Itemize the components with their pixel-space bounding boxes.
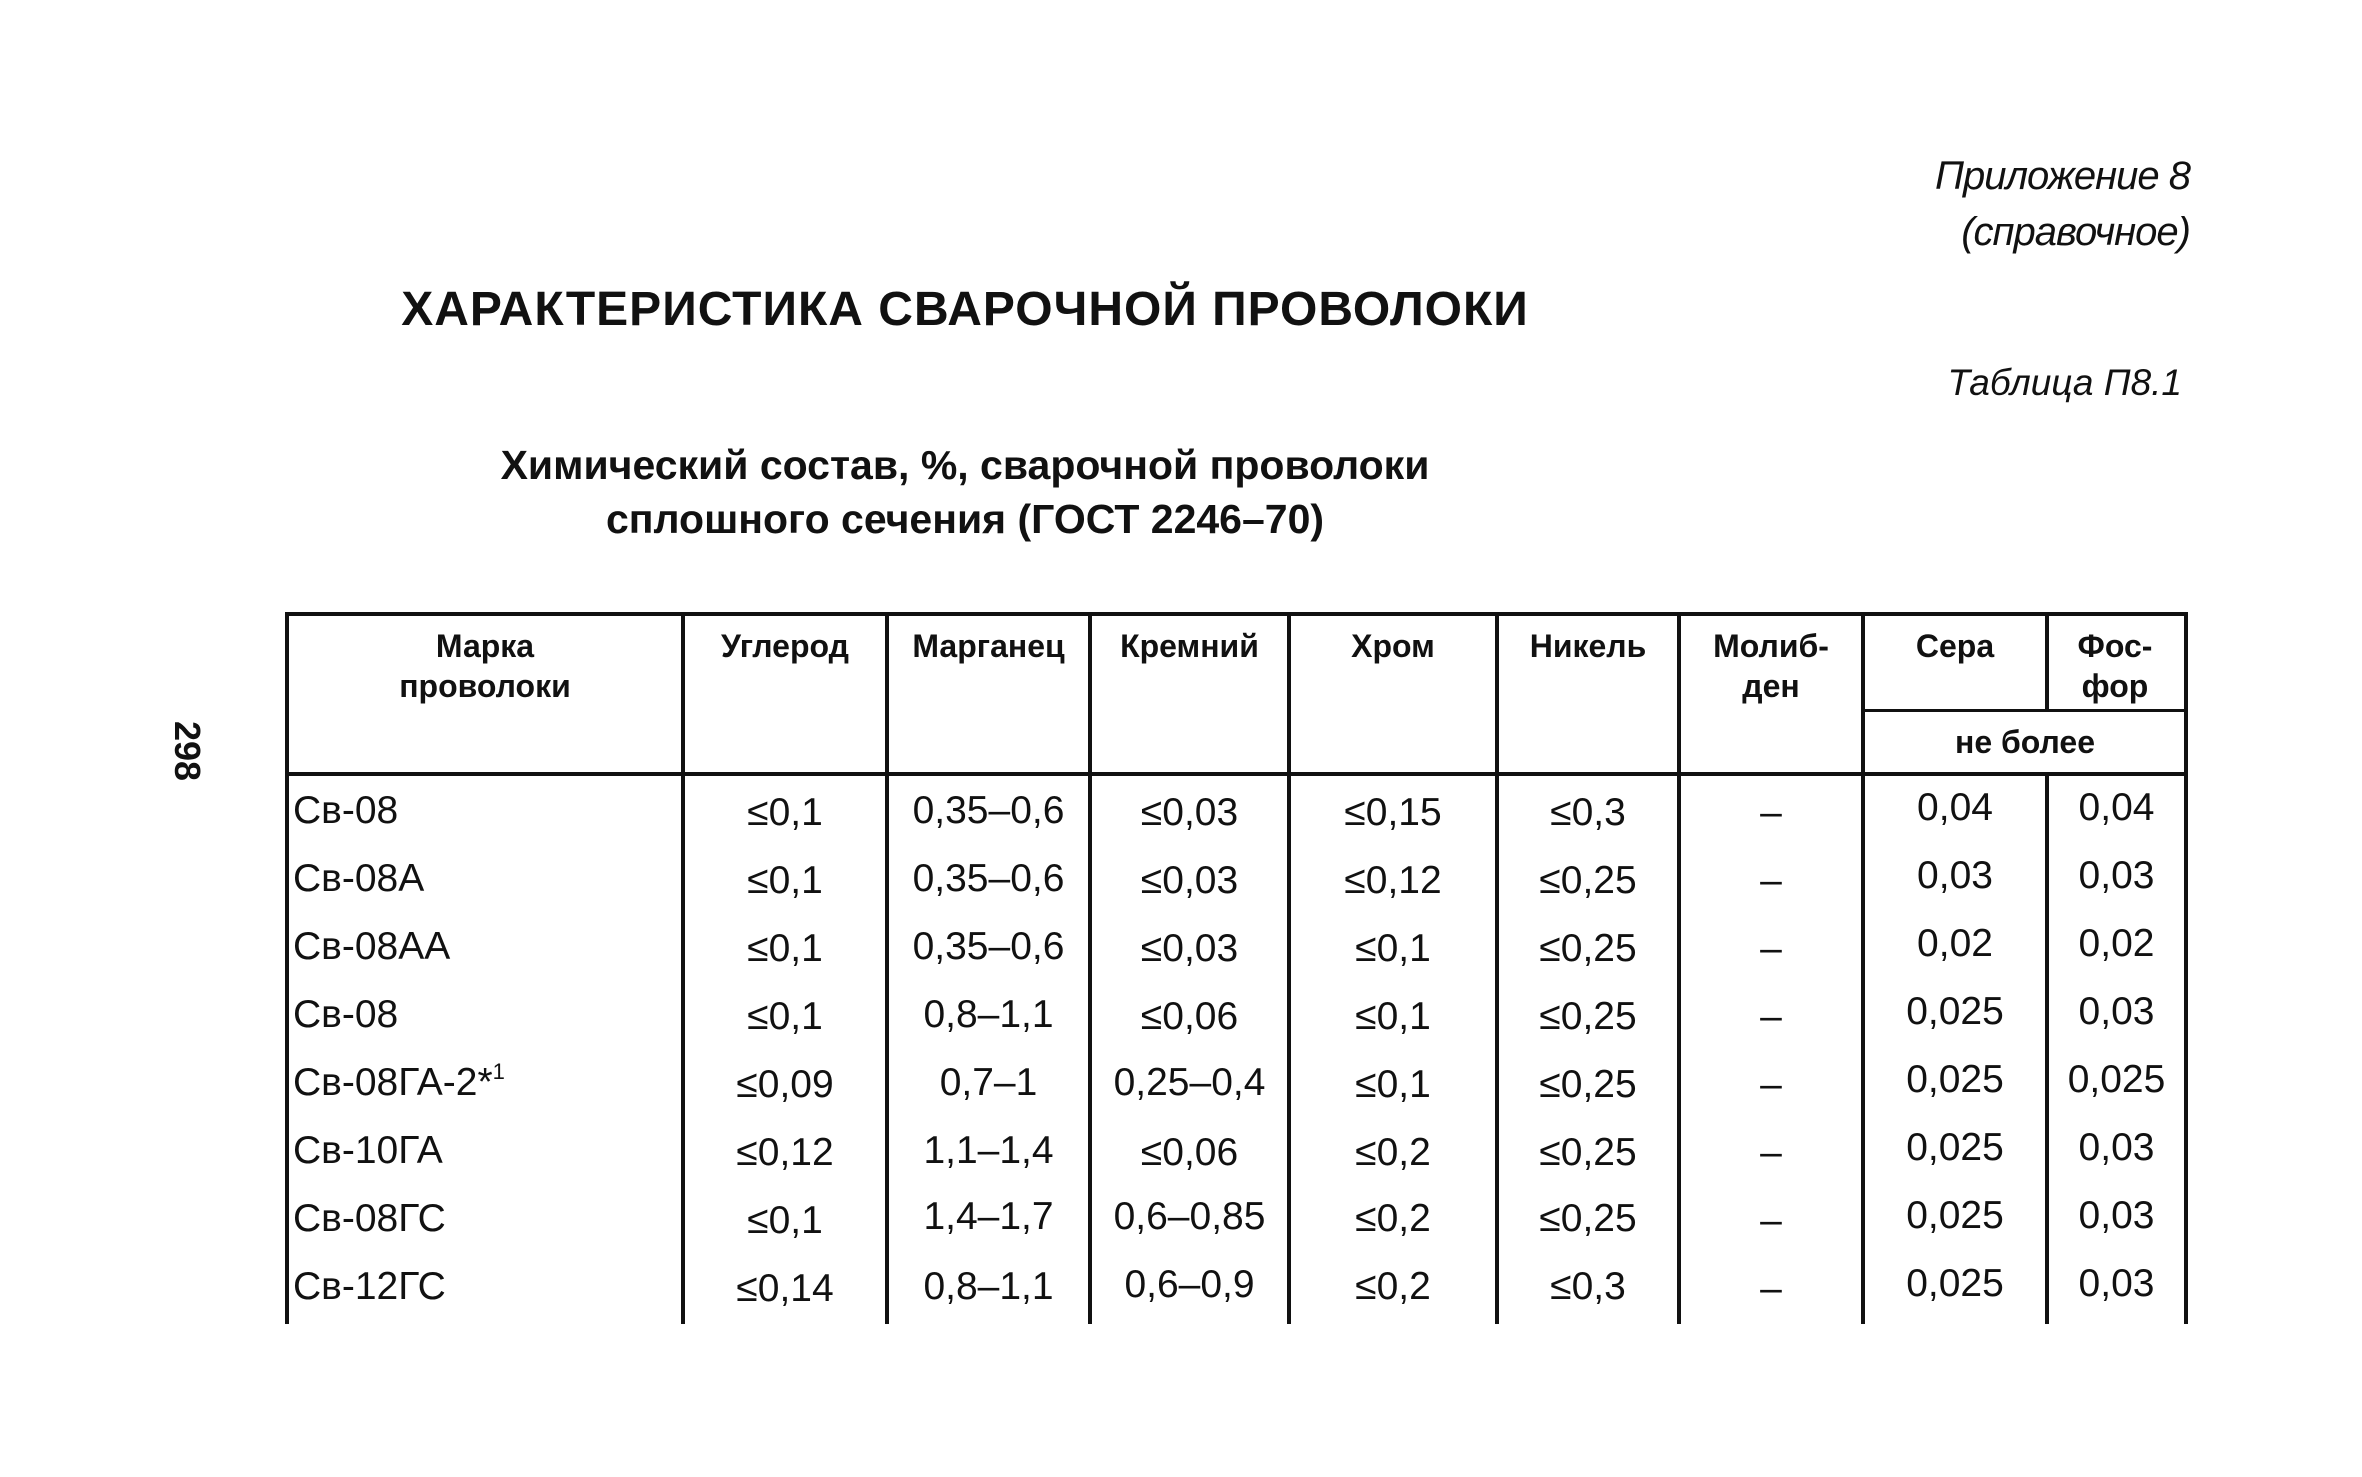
table-cell-carbon: ≤0,09 [736,1063,834,1106]
header-sulfur: Сера [1915,628,1995,664]
table-cell-manganese: 1,1–1,4 [923,1129,1054,1172]
table-cell-chromium: ≤0,15 [1344,791,1442,834]
table-cell-molybdenum: – [1760,995,1782,1038]
table-cell-manganese: 1,4–1,7 [923,1195,1054,1238]
table-cell-grade: Св-08ГС [293,1197,446,1240]
table-right-border [2184,612,2188,1324]
table-cell-molybdenum: – [1760,1199,1782,1242]
table-cell-molybdenum: – [1760,1131,1782,1174]
header-split-border [1863,709,2188,712]
table-cell-sulfur: 0,025 [1906,990,2004,1033]
table-cell-nickel: ≤0,25 [1539,1063,1637,1106]
table-cell-silicon: ≤0,03 [1140,859,1239,902]
table-header-bottom-border [285,772,2188,776]
table-top-border [285,612,2188,616]
header-grade: Марка проволоки [399,628,571,704]
table-cell-phosphorus: 0,02 [2078,922,2155,965]
header-phosphorus: Фос-фор [2077,628,2153,704]
table-cell-carbon: ≤0,12 [736,1131,834,1174]
table-cell-chromium: ≤0,2 [1355,1265,1431,1308]
header-nickel: Никель [1529,628,1647,664]
composition-table [285,612,2188,1324]
header-chromium: Хром [1351,628,1435,664]
table-caption [0,438,1930,546]
table-cell-sulfur: 0,025 [1906,1126,2004,1169]
header-not-more: не более [1954,724,2096,760]
table-caption-line-1: Химический состав, %, сварочной проволоки [500,442,1430,488]
table-cell-chromium: ≤0,1 [1355,927,1431,970]
header-silicon: Кремний [1120,628,1259,664]
header-molybdenum: Молиб-ден [1713,628,1829,704]
table-cell-nickel: ≤0,25 [1539,1131,1637,1174]
table-cell-phosphorus: 0,04 [2078,786,2155,829]
header-carbon: Углерод [721,628,849,664]
table-cell-phosphorus: 0,03 [2078,1262,2155,1305]
table-cell-carbon: ≤0,1 [747,995,823,1038]
table-cell-manganese: 0,35–0,6 [912,789,1065,832]
table-cell-sulfur: 0,02 [1917,922,1993,965]
table-cell-sulfur: 0,04 [1917,786,1993,829]
table-cell-nickel: ≤0,25 [1539,859,1637,902]
table-cell-grade: Св-08ГА-2*$^1$ [293,1059,505,1104]
table-cell-silicon: ≤0,06 [1140,1131,1239,1174]
table-cell-silicon: ≤0,03 [1140,791,1239,834]
appendix-type: (справочное) [1961,210,2190,254]
table-cell-carbon: ≤0,1 [747,1199,823,1242]
header-manganese: Марганец [912,628,1065,664]
table-cell-nickel: ≤0,25 [1539,995,1637,1038]
table-cell-sulfur: 0,025 [1906,1058,2004,1101]
table-cell-silicon: 0,6–0,85 [1113,1195,1266,1238]
table-cell-molybdenum: – [1760,1267,1782,1310]
table-left-border [285,612,289,1324]
table-label: Таблица П8.1 [1947,362,2182,403]
table-cell-chromium: ≤0,2 [1355,1197,1431,1240]
table-cell-grade: Св-08АА [293,925,451,968]
table-cell-chromium: ≤0,12 [1344,859,1442,902]
table-cell-molybdenum: – [1760,859,1782,902]
table-cell-phosphorus: 0,025 [2067,1058,2166,1101]
table-cell-manganese: 0,8–1,1 [923,1265,1054,1308]
table-cell-sulfur: 0,025 [1906,1194,2004,1237]
table-cell-phosphorus: 0,03 [2078,1194,2155,1237]
appendix-number: Приложение 8 [1934,154,2190,198]
page-title: ХАРАКТЕРИСТИКА СВАРОЧНОЙ ПРОВОЛОКИ [401,283,1529,336]
table-cell-carbon: ≤0,14 [736,1267,834,1310]
table-cell-manganese: 0,35–0,6 [912,857,1065,900]
table-cell-carbon: ≤0,1 [747,859,823,902]
table-cell-nickel: ≤0,25 [1539,927,1637,970]
table-cell-grade: Св-08А [293,857,425,900]
table-cell-silicon: 0,25–0,4 [1113,1061,1266,1104]
table-cell-sulfur: 0,025 [1906,1262,2004,1305]
table-cell-chromium: ≤0,1 [1355,1063,1431,1106]
table-cell-chromium: ≤0,2 [1355,1131,1431,1174]
table-cell-manganese: 0,7–1 [939,1061,1038,1104]
table-cell-silicon: ≤0,03 [1140,927,1239,970]
table-cell-chromium: ≤0,1 [1355,995,1431,1038]
table-cell-manganese: 0,8–1,1 [923,993,1054,1036]
table-cell-molybdenum: – [1760,927,1782,970]
table-cell-nickel: ≤0,3 [1550,791,1626,834]
table-cell-nickel: ≤0,25 [1539,1197,1637,1240]
table-cell-carbon: ≤0,1 [747,927,823,970]
table-cell-molybdenum: – [1760,1063,1782,1106]
table-cell-nickel: ≤0,3 [1550,1265,1626,1308]
table-cell-phosphorus: 0,03 [2078,854,2155,897]
footnote-marker: 1 [492,1059,505,1084]
table-cell-grade: Св-10ГА [293,1129,443,1172]
table-caption-line-2: сплошного сечения (ГОСТ 2246–70) [605,496,1325,542]
table-cell-manganese: 0,35–0,6 [912,925,1065,968]
column-divider [2045,612,2049,712]
table-cell-grade: Св-08 [293,789,399,832]
table-cell-silicon: ≤0,06 [1140,995,1239,1038]
table-cell-silicon: 0,6–0,9 [1124,1263,1255,1306]
table-cell-grade: Св-12ГС [293,1265,446,1308]
table-cell-molybdenum: – [1760,791,1782,834]
appendix-label [1935,148,2190,260]
table-cell-sulfur: 0,03 [1917,854,1993,897]
table-cell-grade: Св-08 [293,993,399,1036]
table-cell-carbon: ≤0,1 [747,791,823,834]
table-cell-phosphorus: 0,03 [2078,1126,2155,1169]
page-number: 298 [167,720,208,782]
table-cell-phosphorus: 0,03 [2078,990,2155,1033]
